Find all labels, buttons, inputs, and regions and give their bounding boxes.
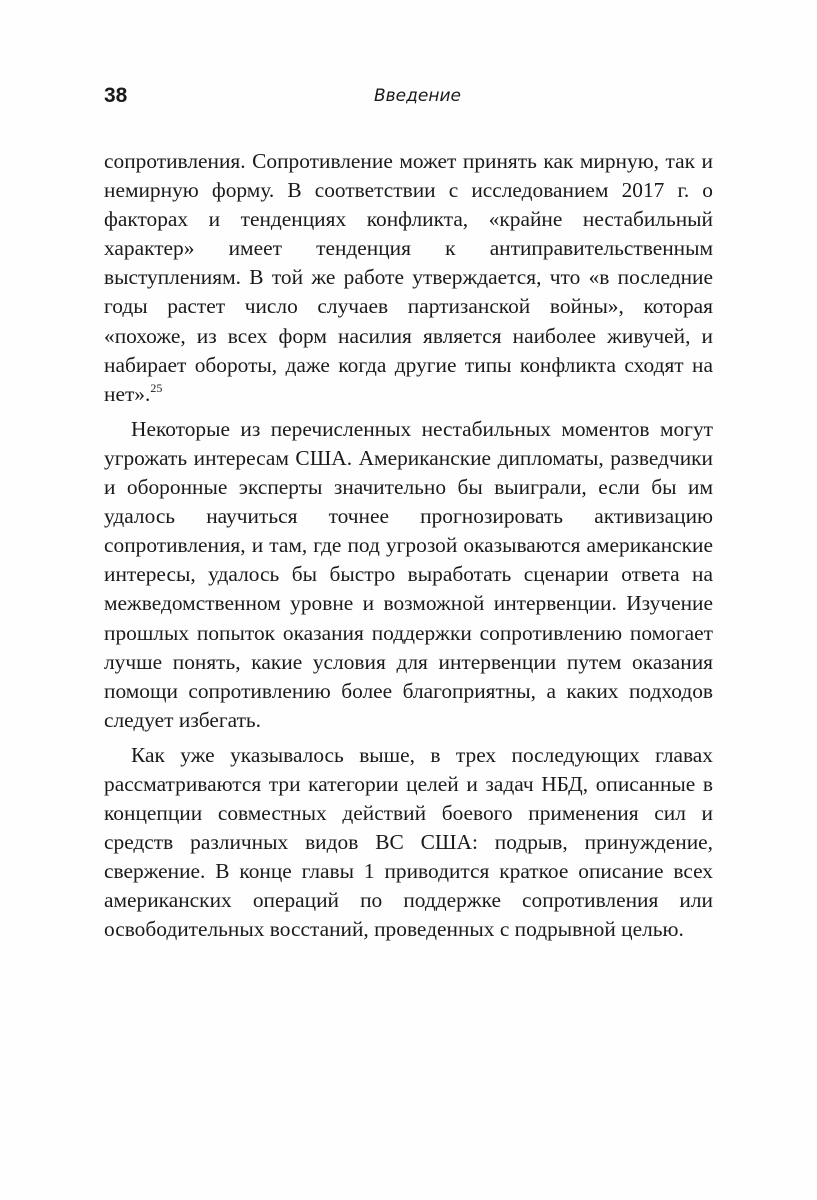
paragraph-1-text: сопротивления. Сопротивление может принять как мирную, так и немирную форму. В соответствии с исследованием 2017 г. о факторах и тенденциях конфликта, «крайне нестабильный характер» имеет тенденция к антиправительственным выступлениям. В той же работе утверждается, что «в последние годы растет число случаев партизанской войны», которая «похоже, из всех форм насилия является наиболее живучей, и набирает обороты, даже когда другие типы конфликта сходят на нет». (104, 149, 713, 406)
paragraph-3: Как уже указывалось выше, в трех последующих главах рассматриваются три категории целей и задач НБД, описанные в концепции совместных действий боевого применения сил и средств различных видов ВС США: подрыв, принуждение, свержение. В конце главы 1 приводится краткое описание всех американских операций по поддержке сопротивления или освободительных восстаний, проведенных с подрывной целью. (104, 742, 713, 942)
paragraph-1 (104, 147, 713, 409)
running-head: Введение (374, 86, 461, 106)
footnote-marker[interactable]: 25 (150, 380, 163, 395)
paragraph-2: Некоторые из перечисленных нестабильных моментов могут угрожать интересам США. Американские дипломаты, разведчики и оборонные эксперты значительно бы выиграли, если бы им удалось научиться точнее прогнозировать активизацию сопротивления, и там, где под угрозой оказываются американские интересы, удалось бы быстро выработать сценарии ответа на межведомственном уровне и возможной интервенции. Изучение прошлых попыток оказания поддержки сопротивлению помогает лучше понять, какие условия для интервенции путем оказания помощи сопротивлению более благоприятны, а каких подходов следует избегать. (104, 416, 713, 732)
page-number: 38 (104, 84, 128, 107)
body-text (104, 147, 713, 945)
page-header (104, 84, 713, 114)
